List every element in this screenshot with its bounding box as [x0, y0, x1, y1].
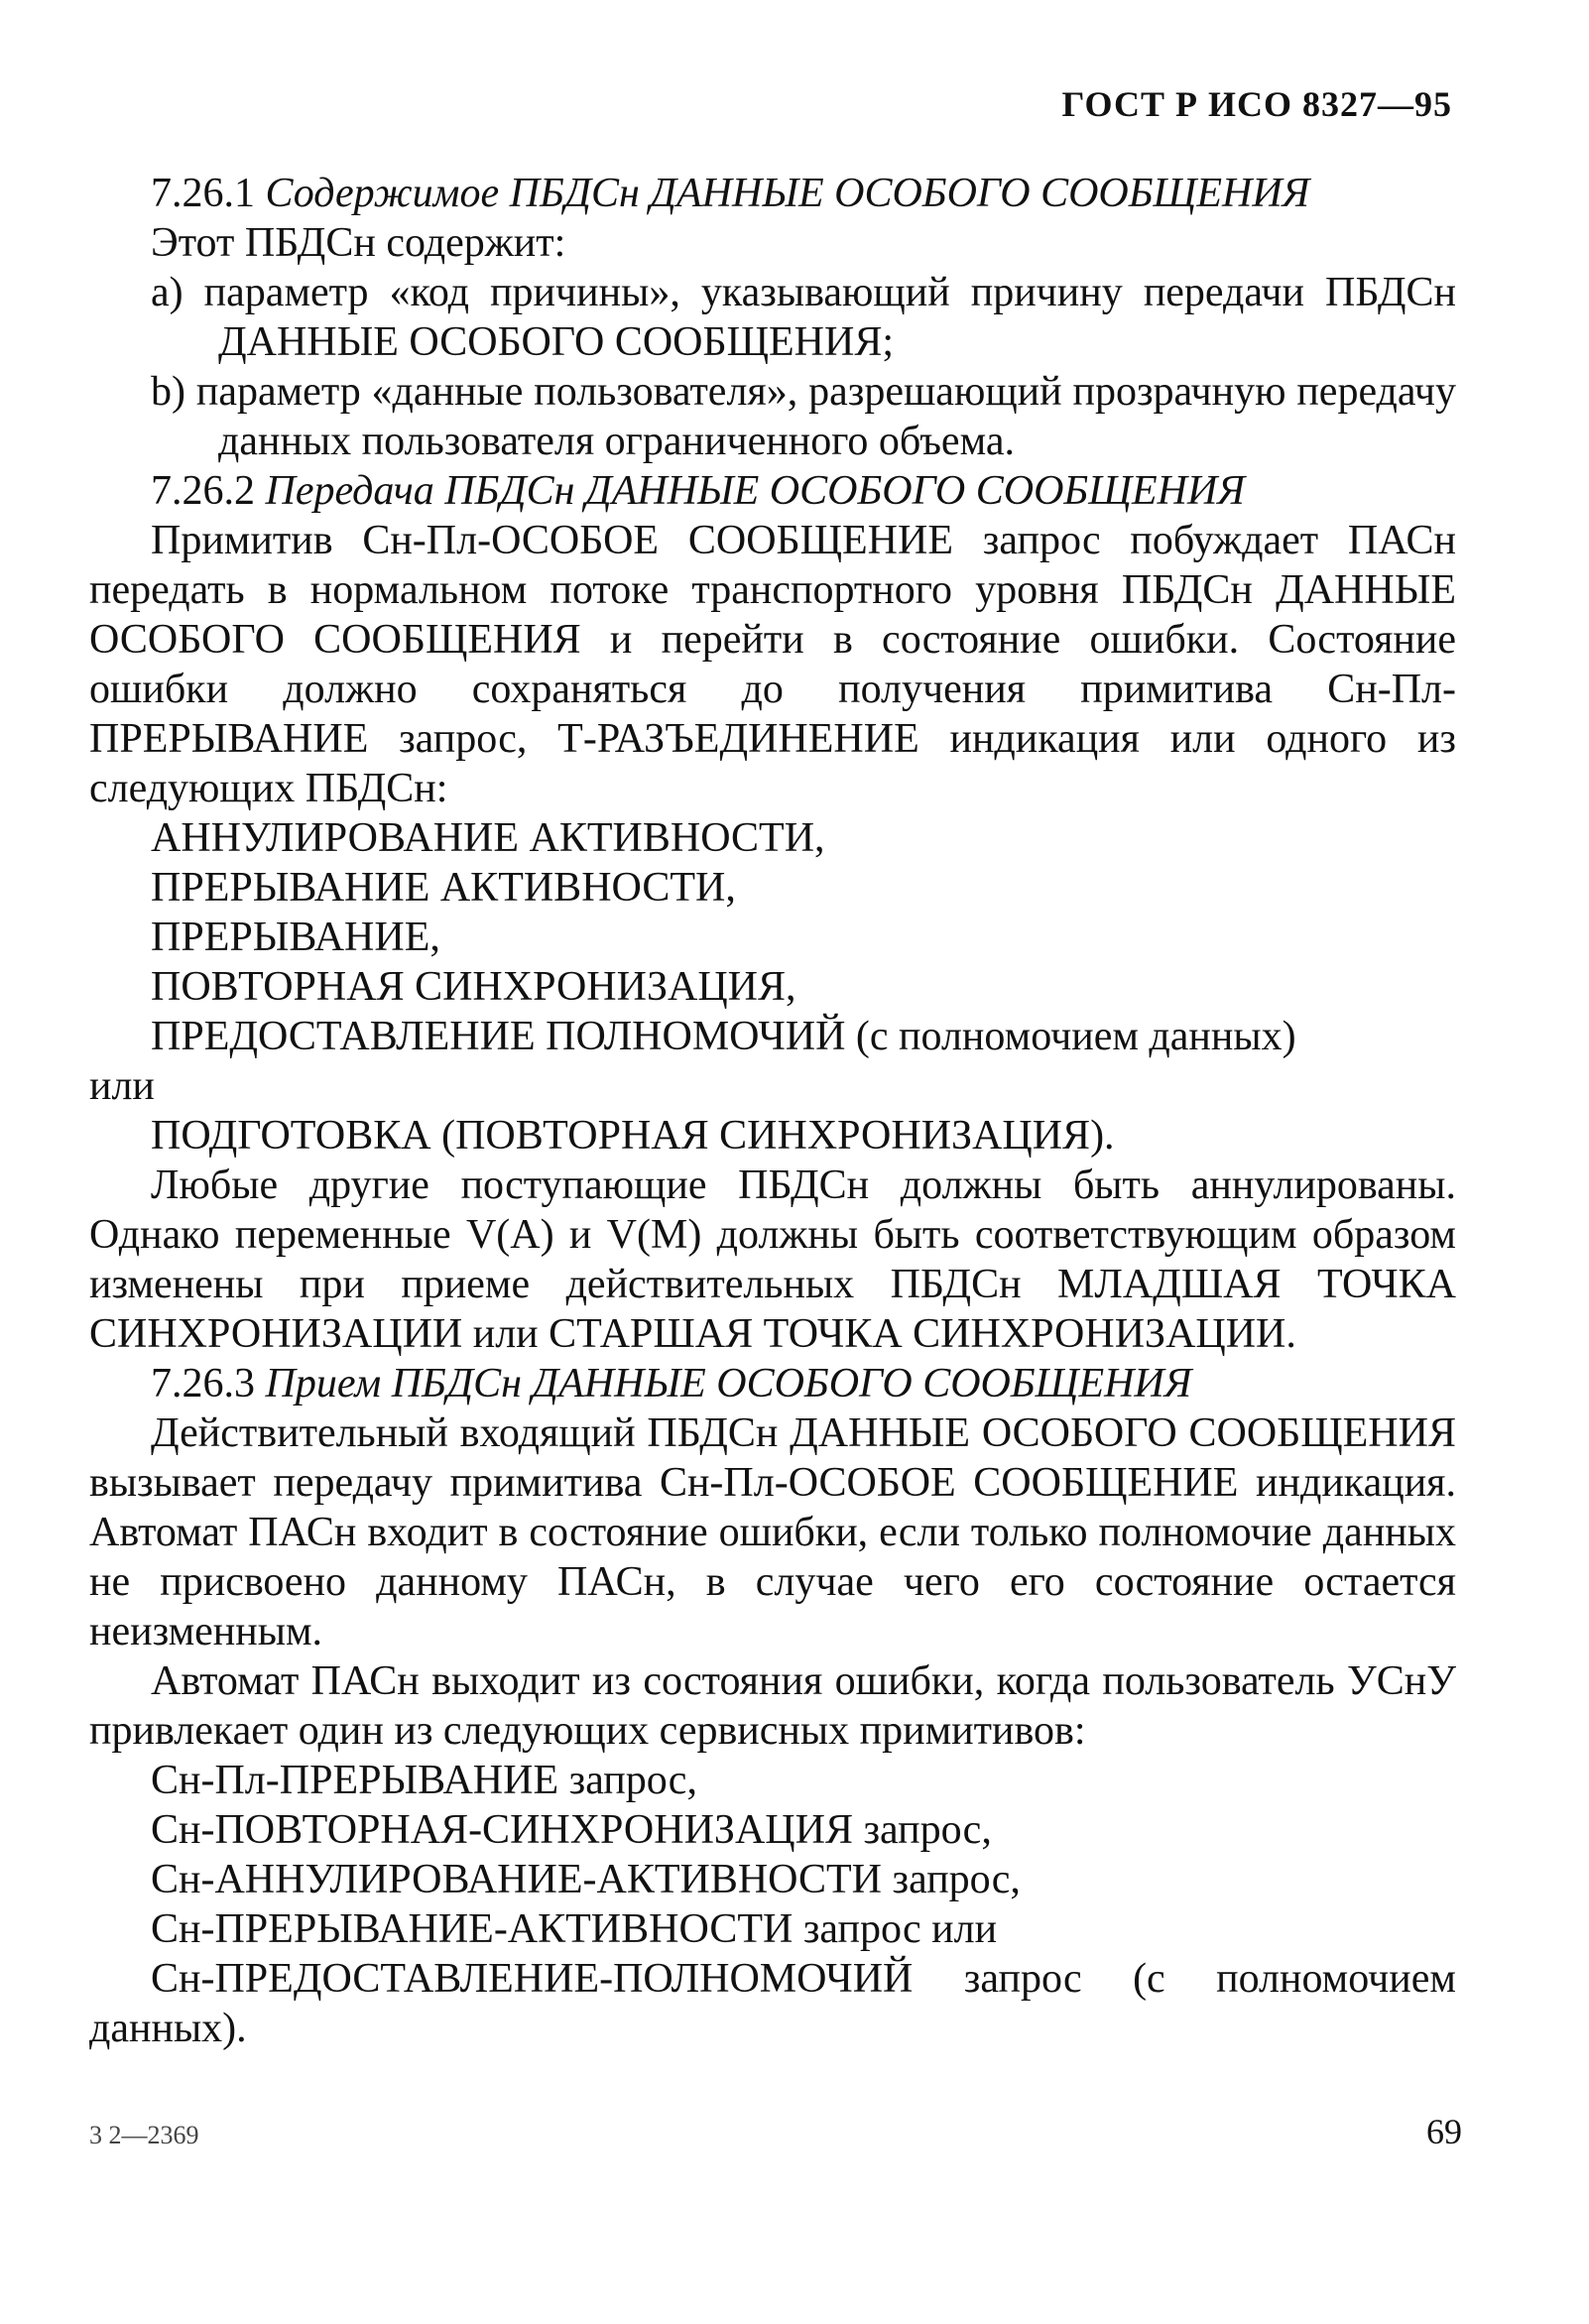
term-line: ПОВТОРНАЯ СИНХРОНИЗАЦИЯ,: [151, 964, 796, 1010]
section-number: 7.26.3: [151, 1361, 255, 1407]
term-line: ПРЕРЫВАНИЕ АКТИВНОСТИ,: [151, 865, 736, 911]
list-item: b) параметр «данные пользователя», разрешающий прозрачную передачу данных пользователя ограниченного объема.: [151, 369, 1456, 464]
section-heading: [89, 1359, 1456, 1408]
page-number: 69: [1426, 2112, 1462, 2151]
paragraph: Действительный входящий ПБДСн ДАННЫЕ ОСОБОГО СООБЩЕНИЯ вызывает передачу примитива Сн-Пл-ОСОБОЕ СООБЩЕНИЕ индикация. Автомат ПАСн входит в состояние ошибки, если только полномочие данных не присвоено данному ПАСн, в случае чего его состояние остается неизменным.: [89, 1410, 1456, 1654]
paragraph: Примитив Сн-Пл-ОСОБОЕ СООБЩЕНИЕ запрос побуждает ПАСн передать в нормальном потоке транспортного уровня ПБДСн ДАННЫЕ ОСОБОГО СООБЩЕНИЯ и перейти в состояние ошибки. Состояние ошибки должно сохраняться до получения примитива Сн-Пл-ПРЕРЫВАНИЕ запрос, Т-РАЗЪЕДИНЕНИЕ индикация или одного из следующих ПБДСн:: [89, 518, 1456, 811]
primitive-line: Сн-АННУЛИРОВАНИЕ-АКТИВНОСТИ запрос,: [151, 1857, 1021, 1902]
print-code: 3 2—2369: [89, 2121, 199, 2149]
list-item: а) параметр «код причины», указывающий причину передачи ПБДСн ДАННЫЕ ОСОБОГО СООБЩЕНИЯ;: [151, 270, 1456, 365]
term-line: АННУЛИРОВАНИЕ АКТИВНОСТИ,: [151, 815, 825, 861]
primitive-line: Сн-ПРЕРЫВАНИЕ-АКТИВНОСТИ запрос или: [151, 1906, 998, 1952]
primitive-line: Сн-Пл-ПРЕРЫВАНИЕ запрос,: [151, 1758, 697, 1803]
section-number: 7.26.1: [151, 171, 255, 216]
connector-word: или: [89, 1063, 155, 1109]
primitive-line: Сн-ПРЕДОСТАВЛЕНИЕ-ПОЛНОМОЧИЙ запрос (с полномочием данных).: [89, 1956, 1456, 2051]
primitive-line: Сн-ПОВТОРНАЯ-СИНХРОНИЗАЦИЯ запрос,: [151, 1807, 992, 1853]
term-line: ПОДГОТОВКА (ПОВТОРНАЯ СИНХРОНИЗАЦИЯ).: [151, 1113, 1115, 1159]
section-heading: [89, 466, 1456, 516]
document-header: ГОСТ Р ИСО 8327—95: [1061, 84, 1452, 124]
term-line: ПРЕРЫВАНИЕ,: [151, 915, 440, 960]
section-heading: [89, 169, 1456, 218]
paragraph: Этот ПБДСн содержит:: [151, 220, 566, 266]
paragraph: Автомат ПАСн выходит из состояния ошибки, когда пользователь УСнУ привлекает один из следующих сервисных примитивов:: [89, 1658, 1456, 1754]
section-title: Передача ПБДСн ДАННЫЕ ОСОБОГО СООБЩЕНИЯ: [265, 468, 1245, 514]
paragraph: Любые другие поступающие ПБДСн должны быть аннулированы. Однако переменные V(A) и V(M) должны быть соответствующим образом изменены при приеме действительных ПБДСн МЛАДШАЯ ТОЧКА СИНХРОНИЗАЦИИ или СТАРШАЯ ТОЧКА СИНХРОНИЗАЦИИ.: [89, 1162, 1456, 1357]
section-title: Прием ПБДСн ДАННЫЕ ОСОБОГО СООБЩЕНИЯ: [265, 1361, 1192, 1407]
section-title: Содержимое ПБДСн ДАННЫЕ ОСОБОГО СООБЩЕНИЯ: [265, 171, 1310, 216]
document-body: [89, 169, 1456, 2053]
term-line: ПРЕДОСТАВЛЕНИЕ ПОЛНОМОЧИЙ (с полномочием данных): [151, 1014, 1296, 1059]
section-number: 7.26.2: [151, 468, 255, 514]
